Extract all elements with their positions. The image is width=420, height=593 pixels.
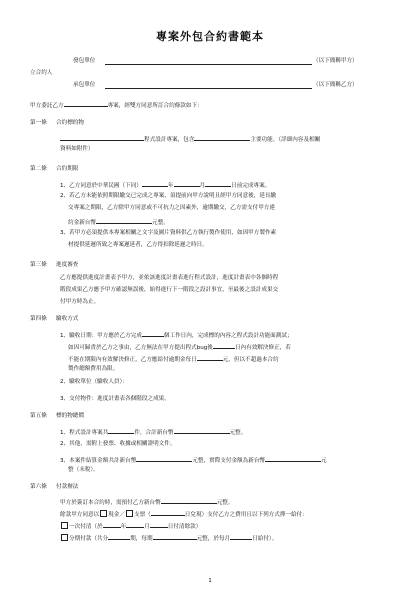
article-2-item-2-line-2: 交專案之期限，乙方除甲方同意或不可抗力之因素外，逾期繳交，乙方需支付甲方違 xyxy=(68,205,275,211)
article-2-item-3-line-1: 3、若甲方必須提供本專案相關之文字及圖片資料供乙方執行製作使用，如因甲方製作素 xyxy=(60,230,277,236)
article-2-item-2-line-1: 2、若乙方未能依照期限繳交已完成之專案，須提前向甲方說明且經甲方同意後，延長繳 xyxy=(60,193,277,199)
check-checkbox[interactable] xyxy=(126,510,133,517)
installment-checkbox[interactable] xyxy=(61,534,68,541)
article-6-number: 第六條 xyxy=(30,484,47,490)
article-5-item-3-line-2: 整（未稅）。 xyxy=(68,467,99,473)
article-4-item-1-line-2: 如因可歸責於乙方之事由，乙方無法在甲方提出程式bug後 日內有效解決修正，若 xyxy=(68,342,291,352)
party-a-label: 發包單位 xyxy=(73,58,96,64)
article-3-line-1: 乙方應提供進度計畫表予甲方，並依該進度計畫表進行程式設計，進度計畫表中各個時程 xyxy=(60,275,279,281)
article-1-number: 第一條 xyxy=(30,120,47,126)
article-4-heading: 驗收方式 xyxy=(56,316,79,322)
article-4-item-1-line-3: 不能在期限內有效解決修正，乙方應給付逾期金每日 元，但以不超過本合約 xyxy=(68,354,279,364)
article-1-line-2: 資料如附件） xyxy=(60,146,94,152)
intro-line: 甲方委託乙方 專案，經雙方同意所訂合約條款如下： xyxy=(30,100,203,110)
article-4-number: 第四條 xyxy=(30,316,47,322)
article-3-line-2: 階段成果乙方應予甲方確認無誤後，始得進行下一階段之設計事宜，至最後之設計成果交 xyxy=(60,287,279,293)
article-4-item-3: 3、交付物件：進度計畫表各個階段之成果。 xyxy=(60,396,170,402)
lump-sum-checkbox[interactable] xyxy=(61,522,68,529)
article-1-line-1: 程式設計專案，包含 主要功能。（詳細內容及相關 xyxy=(60,134,320,144)
article-5-item-1: 1、程式設計專案共 件，合計新台幣 元整。 xyxy=(60,427,246,437)
article-4-item-2: 2、驗收單位（驗收人員）： xyxy=(60,379,128,385)
article-2-item-1: 1、乙方同意於中華民國（下同） 年 月 日前完成專案。 xyxy=(60,180,270,190)
cash-checkbox[interactable] xyxy=(100,510,107,517)
article-3-line-3: 付甲方時為止。 xyxy=(60,299,100,305)
article-6-line-4: 分期付款（共分 期，每期 元整，於每月 日給付）。 xyxy=(60,533,277,543)
article-5-item-3-line-1: 3、本案件結算金額共計新台幣 元整，實際支付金額為新台幣 元 xyxy=(60,455,327,465)
article-5-item-2: 2、其他，需附上發票、收據或相關證明文件。 xyxy=(60,441,176,447)
party-side-label: 立合約人 xyxy=(30,70,53,76)
article-2-item-2-line-3: 約金新台幣 元整。 xyxy=(68,217,169,227)
document-title: 專案外包合約書範本 xyxy=(156,30,264,43)
article-6-line-2: 餘款甲方同意以 現金／ 支票（ 日兌現）支付乙方之費用且以下列方式擇一給付： xyxy=(60,509,308,519)
article-2-item-3-line-2: 材提供延遲所致之專案遲延者，乙方得扣除延遲之時日。 xyxy=(68,242,208,248)
article-6-heading: 付款辦法 xyxy=(56,484,79,490)
article-1-heading: 合約標的物 xyxy=(56,120,84,126)
article-6-line-1: 甲方於簽訂本合約時，需預付乙方新台幣 元整。 xyxy=(60,497,234,507)
party-a-line[interactable] xyxy=(105,58,312,68)
article-3-number: 第三條 xyxy=(30,262,47,268)
article-3-heading: 進度審查 xyxy=(56,262,79,268)
article-2-number: 第二條 xyxy=(30,166,47,172)
party-b-line[interactable] xyxy=(105,82,312,92)
party-a-note: （以下簡稱甲方） xyxy=(313,58,358,64)
article-4-item-1-line-4: 製作總額費用為限。 xyxy=(68,366,119,372)
article-2-heading: 合約期限 xyxy=(56,166,79,172)
article-5-number: 第五條 xyxy=(30,413,47,419)
article-6-line-3: 一次付清（於 年 月 日付清餘款） xyxy=(60,521,201,531)
party-b-note: （以下簡稱乙方） xyxy=(313,82,358,88)
article-4-item-1-line-1: 1、驗收日期：甲方應於乙方完成 個工作日內，完成標的內容之程式設計功能面測試； xyxy=(60,330,293,340)
page-number: 1 xyxy=(208,578,212,584)
party-b-label: 承包單位 xyxy=(73,82,96,88)
article-5-heading: 標的物總價 xyxy=(56,413,84,419)
